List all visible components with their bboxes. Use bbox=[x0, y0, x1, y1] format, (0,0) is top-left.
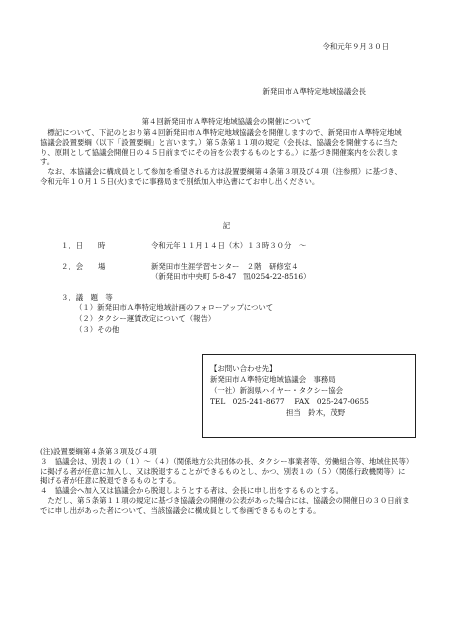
agenda-item: （３）その他 bbox=[75, 325, 120, 334]
item-place bbox=[61, 262, 299, 272]
notes-section bbox=[40, 447, 412, 515]
item-place-address: （新発田市中央町 5-8-47 ℡0254-22-8516） bbox=[151, 272, 311, 281]
body-paragraph-2: なお、本協議会に構成員として参加を希望される方は設置要綱第４条第３項及び４項（注参照）に基づき、令和元年１０月１５日(火)までに事務局まで別紙加入申込書にてお申し出ください。 bbox=[40, 167, 402, 186]
agenda-item: （２）タクシー運賃改定について（報告） bbox=[75, 314, 216, 323]
item-place-label: ２．会 場 bbox=[61, 262, 106, 271]
document-date: 令和元年９月３０日 bbox=[322, 42, 389, 51]
item-date-label: １．日 時 bbox=[61, 241, 106, 250]
note-item-3: ３ 協議会は、別表１の（１）～（４）（関係地方公共団体の長、タクシー事業者等、労働組合等、地域住民等）に掲げる者が任意に加入し、又は脱退することができるものとし、かつ、別表１の（５）（関係行政機関等）に掲げる者が任意に脱退できるものとする。 bbox=[40, 456, 410, 486]
item-agenda-label: ３．議 題 等 bbox=[61, 293, 113, 302]
note-item-4: ４ 協議会へ加入又は協議会から脱退しようとする者は、会長に申し出をするものとする。 bbox=[40, 486, 344, 496]
agenda-item: （１）新発田市Ａ準特定地域計画のフォローアップについて bbox=[75, 303, 274, 312]
item-date-value: 令和元年１１月１４日（木）１３時３０分 ～ bbox=[151, 241, 307, 250]
ki-heading: 記 bbox=[222, 221, 231, 230]
contact-office: 新発田市Ａ準特定地域協議会 事務局 bbox=[210, 375, 336, 384]
contact-box bbox=[202, 354, 416, 438]
sender-organization: 新発田市Ａ準特定地域協議会長 bbox=[262, 87, 366, 96]
notes-heading: (注)設置要綱第４条第３項及び４項 bbox=[40, 447, 157, 456]
body-text bbox=[40, 128, 408, 187]
item-date bbox=[61, 241, 306, 251]
body-paragraph-1: 標記について、下記のとおり第４回新発田市Ａ準特定地域協議会を開催しますので、新発田市Ａ準特定地域協議会設置要綱（以下「設置要綱」と言います。）第５条第１１項の規定（会長は、協議会を開催するに当たり、原則として協議会開催日の４５日前までにその旨を公表するものとする。）に基づき開催案内を公表します。 bbox=[40, 128, 402, 167]
contact-person: 担当 鈴木，茂野 bbox=[286, 408, 346, 417]
contact-phone-fax: TEL 025-241-8677 FAX 025-247-0655 bbox=[210, 397, 369, 406]
item-place-value: 新発田市生涯学習センター ２階 研修室４ bbox=[151, 262, 299, 271]
document-title: 第４回新発田市Ａ準特定地域協議会の開催について bbox=[141, 117, 312, 126]
contact-association: （一社）新潟県ハイヤー・タクシー協会 bbox=[210, 386, 344, 395]
note-item-4-proviso: ただし、第５条第１１項の規定に基づき協議会の開催の公表があった場合には、協議会の開催日の３０日前までに申し出があった者について、当該協議会に構成員として参画できるものとする。 bbox=[40, 495, 410, 515]
contact-heading: 【お問い合わせ先】 bbox=[210, 364, 277, 373]
